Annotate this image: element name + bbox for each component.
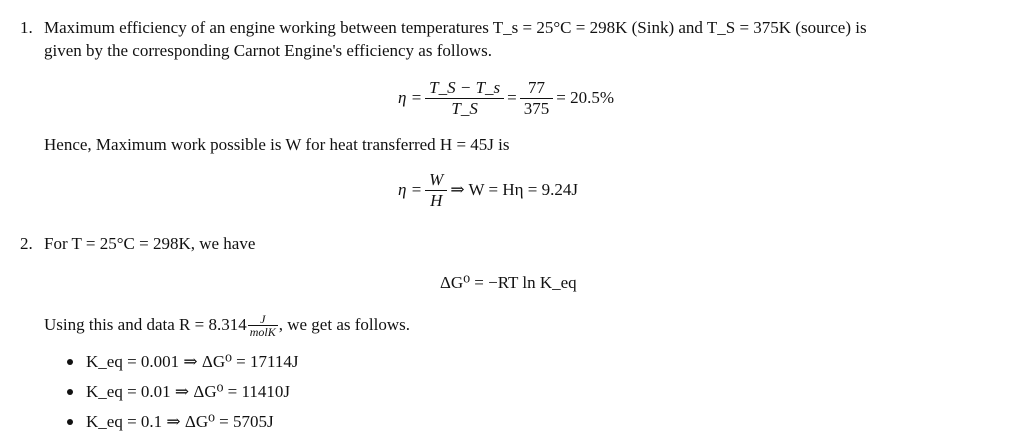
item-1-line-1: Maximum efficiency of an engine working between temperatures T_s = 25°C = 298K (Sink) and T_S = 375K (source) is bbox=[44, 18, 867, 37]
item-2-number: 2. bbox=[20, 234, 33, 253]
unit-den: molK bbox=[249, 324, 276, 339]
efficiency-equation bbox=[398, 76, 614, 120]
item-2-line-1: For T = 25°C = 298K, we have bbox=[44, 234, 256, 253]
item-1-number: 1. bbox=[20, 18, 33, 37]
bullet-item-1: K_eq = 0.001 ⇒ ΔG⁰ = 17114J bbox=[86, 352, 299, 371]
eq1-frac2-num: 77 bbox=[528, 77, 545, 97]
eq2-fraction bbox=[425, 170, 447, 211]
eq2-lhs: η = bbox=[398, 180, 423, 199]
bullet-dot-2 bbox=[67, 389, 73, 395]
gas-constant-unit bbox=[248, 313, 278, 338]
eq1-equals: = bbox=[507, 88, 517, 107]
eq2-rhs: ⇒ W = Hη = 9.24J bbox=[450, 180, 578, 199]
eq1-fraction-2 bbox=[520, 78, 554, 119]
bullet-item-2: K_eq = 0.01 ⇒ ΔG⁰ = 11410J bbox=[86, 382, 290, 401]
work-equation bbox=[398, 168, 578, 212]
bullet-dot-3 bbox=[67, 419, 73, 425]
unit-num: J bbox=[260, 311, 266, 326]
eq1-lhs: η = bbox=[398, 88, 423, 107]
item-2-line-2-b: , we get as follows. bbox=[278, 315, 410, 334]
bullet-dot-1 bbox=[67, 359, 73, 365]
eq2-frac-den: H bbox=[425, 190, 447, 211]
eq1-frac2-den: 375 bbox=[520, 98, 554, 119]
item-1-line-2: given by the corresponding Carnot Engine's efficiency as follows. bbox=[44, 41, 492, 60]
bullet-item-3: K_eq = 0.1 ⇒ ΔG⁰ = 5705J bbox=[86, 412, 274, 431]
eq1-frac1-den: T_S bbox=[425, 98, 504, 119]
item-2-line-2-a: Using this and data R = 8.314 bbox=[44, 315, 247, 334]
eq1-rhs: = 20.5% bbox=[556, 88, 614, 107]
gibbs-equation: ΔG⁰ = −RT ln K_eq bbox=[440, 273, 577, 292]
item-2-line-2 bbox=[44, 310, 410, 340]
eq1-fraction-1 bbox=[425, 78, 504, 119]
eq2-frac-num: W bbox=[429, 169, 444, 189]
eq1-frac1-num: T_S − T_s bbox=[429, 77, 501, 97]
item-1-line-3: Hence, Maximum work possible is W for heat transferred H = 45J is bbox=[44, 135, 510, 154]
